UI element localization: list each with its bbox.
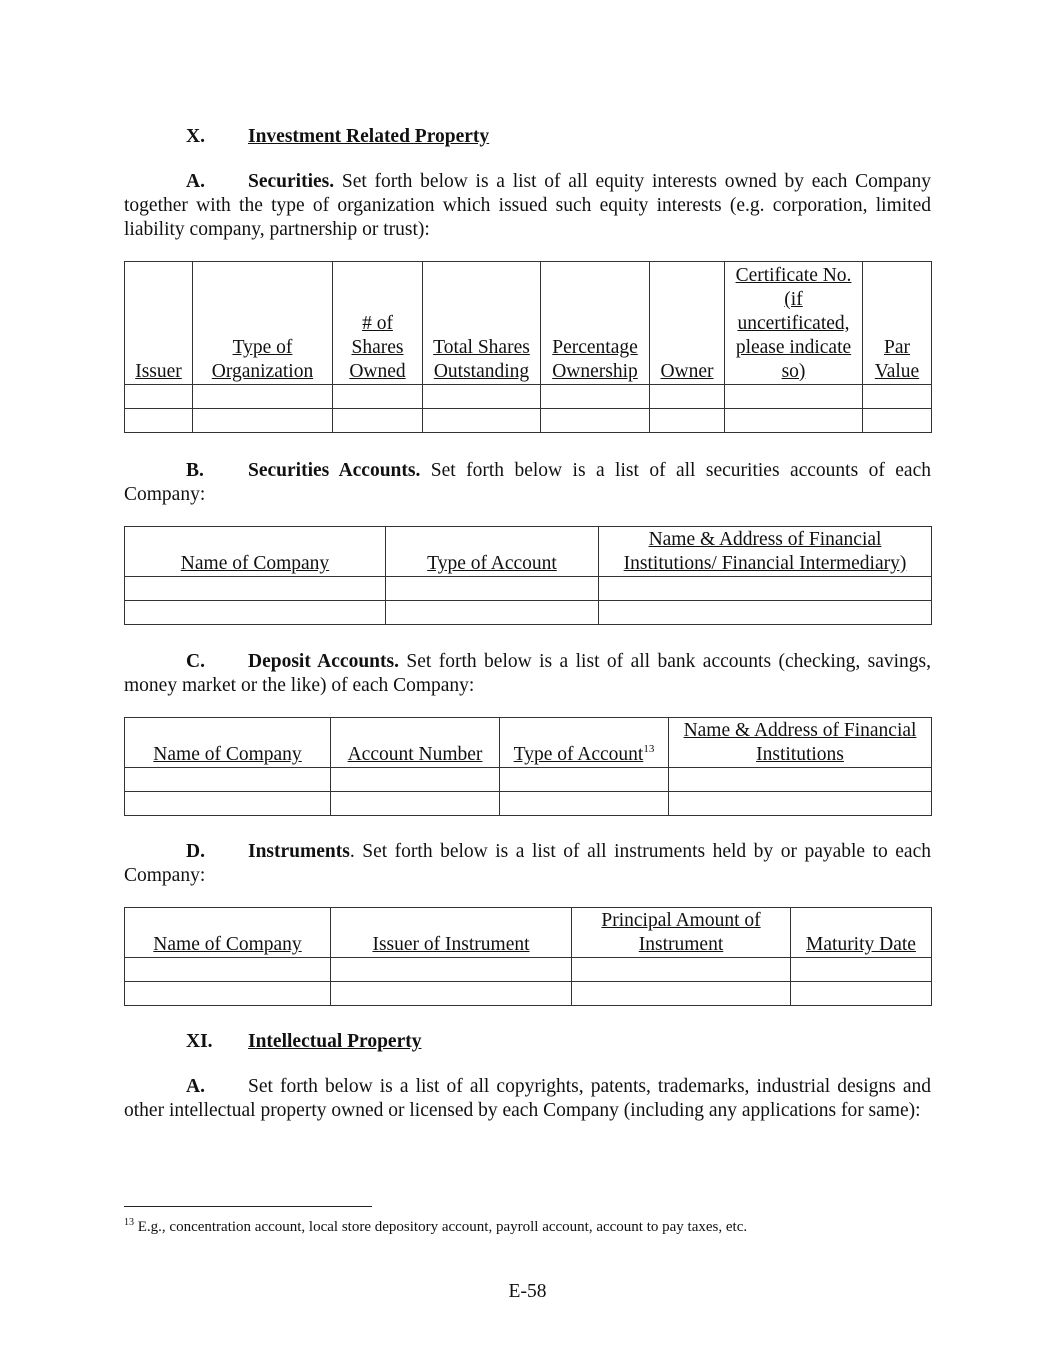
securities-accounts-lead: Securities Accounts. — [248, 460, 421, 481]
securities-header-cell: Owner — [650, 262, 725, 385]
securities-accounts-paragraph — [124, 459, 931, 507]
securities-header-row — [125, 262, 932, 385]
section-xi-number: XI. — [186, 1031, 213, 1052]
deposit-accounts-header-cell: Type of Account$^{13}$ — [500, 718, 669, 768]
table-row — [125, 768, 932, 792]
table-row — [125, 982, 932, 1006]
securities-accounts-table — [124, 526, 932, 625]
footnote-divider — [124, 1206, 372, 1207]
table-row — [125, 577, 932, 601]
deposit-accounts-header-cell: Name of Company — [125, 718, 331, 768]
deposit-accounts-header-cell: Name & Address of Financial Institutions — [669, 718, 932, 768]
deposit-accounts-table — [124, 717, 932, 816]
deposit-accounts-header-row — [125, 718, 932, 768]
instruments-header-cell: Issuer of Instrument — [331, 908, 572, 958]
securities-accounts-header-cell: Name of Company — [125, 527, 386, 577]
instruments-header-row — [125, 908, 932, 958]
instruments-header-cell: Principal Amount of Instrument — [572, 908, 791, 958]
table-row — [125, 958, 932, 982]
securities-lead: Securities. — [248, 171, 335, 192]
instruments-text: . Set forth below is a list of all instruments held by or payable to each Company: — [124, 841, 931, 886]
securities-header-cell: Par Value — [863, 262, 932, 385]
securities-accounts-header-row — [125, 527, 932, 577]
deposit-accounts-header-cell: Account Number — [331, 718, 500, 768]
securities-accounts-marker: B. — [186, 460, 204, 481]
deposit-accounts-lead: Deposit Accounts. — [248, 651, 399, 672]
securities-text: Set forth below is a list of all equity interests owned by each Company together with the type of organization which issued such equity interests (e.g. corporation, limited liability company, partnership or trust): — [124, 171, 931, 240]
securities-header-cell: Percentage Ownership — [541, 262, 650, 385]
securities-header-cell: Issuer — [125, 262, 193, 385]
deposit-accounts-paragraph — [124, 650, 931, 698]
footnote-reference: 13 — [643, 743, 655, 755]
instruments-header-cell: Name of Company — [125, 908, 331, 958]
securities-paragraph — [124, 170, 931, 242]
footnote — [124, 1217, 747, 1237]
table-row — [125, 601, 932, 625]
securities-table — [124, 261, 932, 433]
intellectual-property-paragraph — [124, 1075, 931, 1123]
intellectual-property-marker: A. — [186, 1076, 205, 1097]
section-x-title: Investment Related Property — [248, 126, 490, 147]
footnote-text: E.g., concentration account, local store depository account, payroll account, account to pay taxes, etc. — [134, 1219, 748, 1235]
securities-header-cell: Certificate No. (if uncertificated, please indicate so) — [725, 262, 863, 385]
instruments-paragraph — [124, 840, 931, 888]
securities-accounts-header-cell: Name & Address of Financial Institutions/ Financial Intermediary) — [599, 527, 932, 577]
section-xi-title: Intellectual Property — [248, 1031, 422, 1052]
securities-header-cell: # of Shares Owned — [333, 262, 423, 385]
instruments-lead: Instruments — [248, 841, 350, 862]
deposit-accounts-text: Set forth below is a list of all bank accounts (checking, savings, money market or the like) of each Company: — [124, 651, 931, 696]
securities-header-cell: Type of Organization — [193, 262, 333, 385]
securities-accounts-header-cell: Type of Account — [386, 527, 599, 577]
securities-accounts-text: Set forth below is a list of all securities accounts of each Company: — [124, 460, 931, 505]
securities-header-cell: Total Shares Outstanding — [423, 262, 541, 385]
page-number: E-58 — [508, 1281, 547, 1302]
intellectual-property-text: Set forth below is a list of all copyrights, patents, trademarks, industrial designs and other intellectual property owned or licensed by each Company (including any applications for same): — [124, 1076, 931, 1121]
table-row — [125, 409, 932, 433]
document-page — [124, 0, 931, 1365]
footnote-number: 13 — [124, 1217, 134, 1228]
table-row — [125, 792, 932, 816]
instruments-table — [124, 907, 932, 1006]
table-row — [125, 385, 932, 409]
deposit-accounts-marker: C. — [186, 651, 205, 672]
section-x-number: X. — [186, 126, 205, 147]
instruments-marker: D. — [186, 841, 205, 862]
instruments-header-cell: Maturity Date — [791, 908, 932, 958]
securities-marker: A. — [186, 171, 205, 192]
